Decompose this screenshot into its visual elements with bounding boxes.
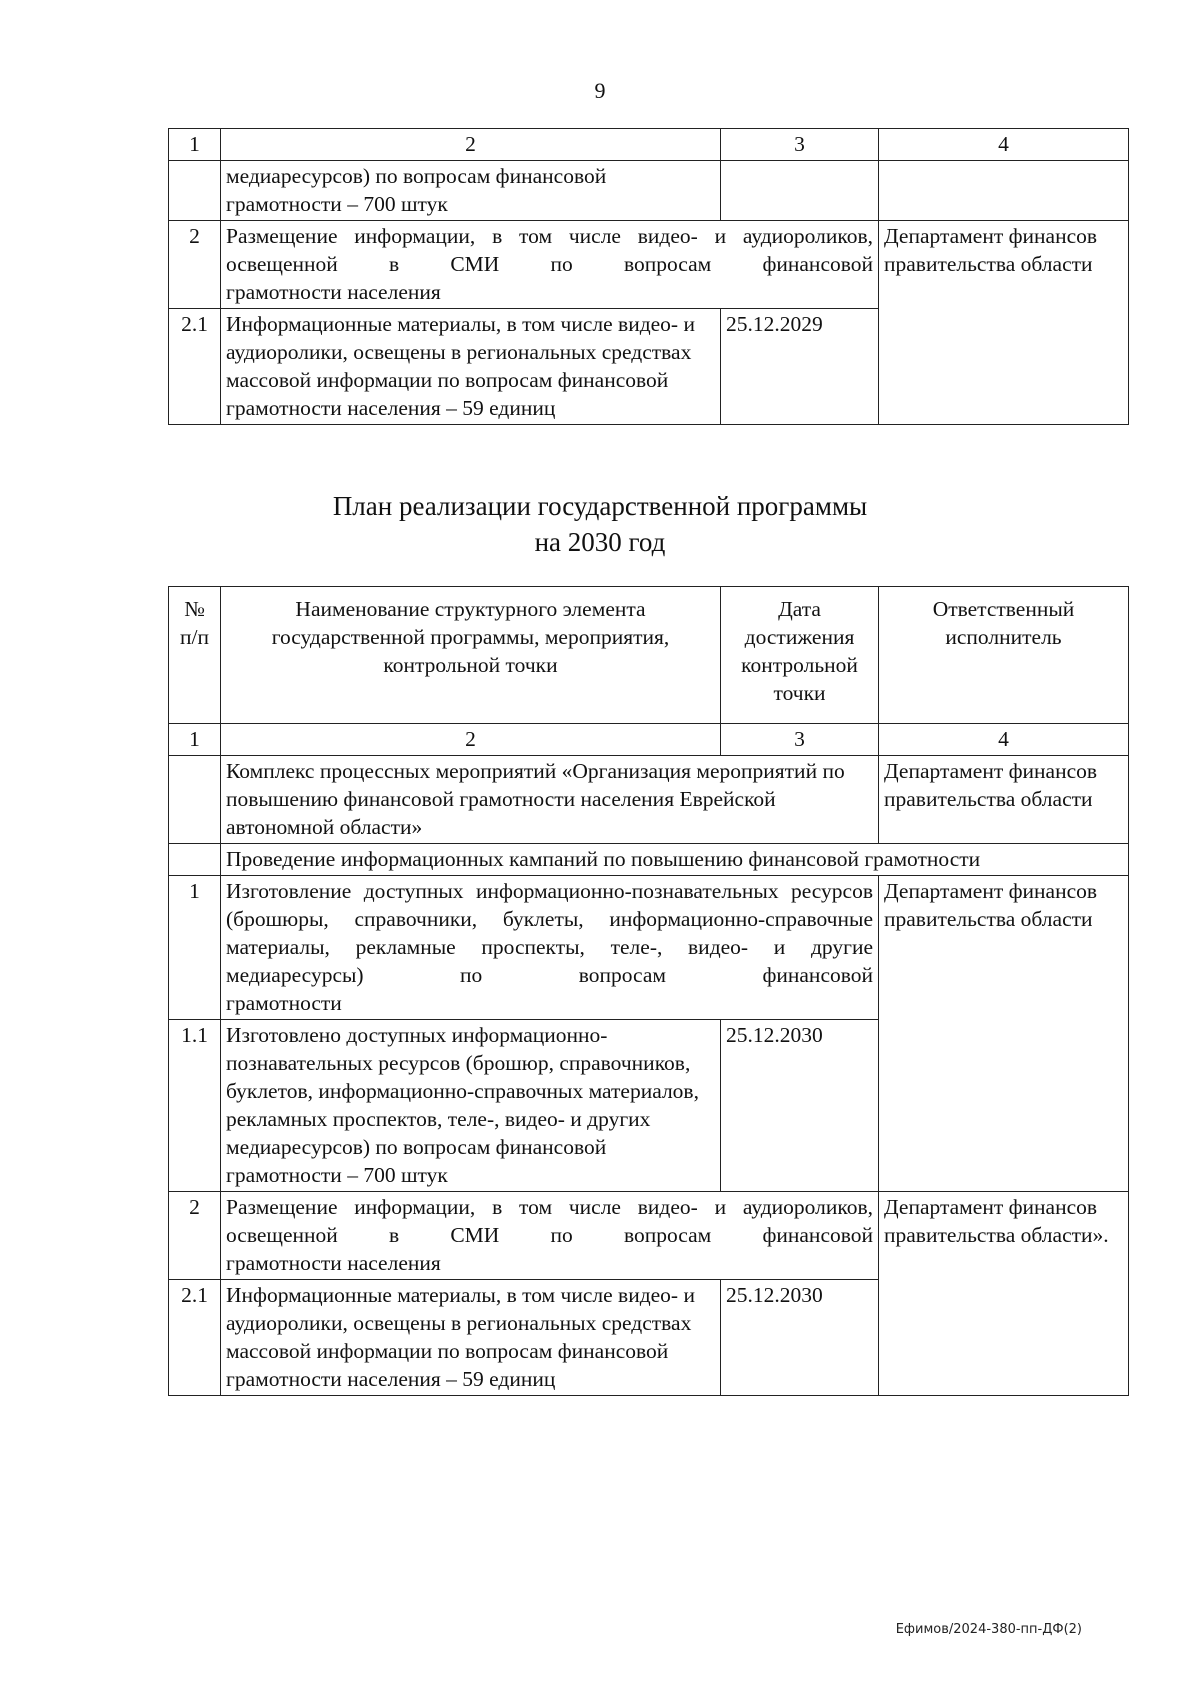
table-row [169, 876, 1129, 1020]
plan-table [168, 586, 1129, 1396]
row-name: Информационные материалы, в том числе видео- и аудиоролики, освещены в региональных средствах массовой информации по вопросам финансовой грамотности населения – 59 единиц [221, 309, 721, 425]
section-name: Проведение информационных кампаний по повышению финансовой грамотности [221, 844, 1129, 876]
title-line-2: на 2030 год [534, 527, 666, 557]
column-number: 2 [221, 129, 721, 161]
header-responsible: Ответственный исполнитель [879, 587, 1129, 724]
table-row [169, 221, 1129, 309]
page-number: 9 [594, 78, 606, 103]
row-number: 2 [169, 221, 221, 309]
document-footer: Ефимов/2024-380-пп-ДФ(2) [895, 1622, 1082, 1637]
row-date: 25.12.2030 [721, 1020, 879, 1192]
row-number: 2 [169, 1192, 221, 1280]
complex-row [169, 756, 1129, 844]
column-number-row [169, 129, 1129, 161]
title-line-1: План реализации государственной программы [332, 491, 868, 521]
row-responsible: Департамент финансов правительства области [879, 221, 1129, 425]
section-row [169, 844, 1129, 876]
row-number [169, 161, 221, 221]
row-number: 2.1 [169, 309, 221, 425]
row-responsible: Департамент финансов правительства области [879, 876, 1129, 1192]
header-name: Наименование структурного элемента государственной программы, мероприятия, контрольной точки [221, 587, 721, 724]
row-number: 1.1 [169, 1020, 221, 1192]
column-number: 4 [879, 129, 1129, 161]
row-name: медиаресурсов) по вопросам финансовой грамотности – 700 штук [221, 161, 721, 221]
header-row [169, 587, 1129, 724]
continuation-table [168, 128, 1129, 425]
column-number: 3 [721, 129, 879, 161]
column-number: 1 [169, 129, 221, 161]
complex-name: Комплекс процессных мероприятий «Организация мероприятий по повышению финансовой грамотности населения Еврейской автономной области» [221, 756, 879, 844]
row-number: 2.1 [169, 1280, 221, 1396]
column-number: 3 [721, 724, 879, 756]
row-name: Изготовление доступных информационно-познавательных ресурсов (брошюры, справочники, буклеты, информационно-справочные материалы, рекламные проспекты, теле-, видео- и другие медиаресурсы) по вопросам финансовой грамотности [221, 876, 879, 1020]
row-name: Размещение информации, в том числе видео- и аудиороликов, освещенной в СМИ по вопросам финансовой грамотности населения [221, 221, 879, 309]
header-date: Дата достижения контрольной точки [721, 587, 879, 724]
row-name: Размещение информации, в том числе видео- и аудиороликов, освещенной в СМИ по вопросам финансовой грамотности населения [221, 1192, 879, 1280]
row-date [721, 161, 879, 221]
row-date: 25.12.2029 [721, 309, 879, 425]
row-responsible: Департамент финансов правительства области». [879, 1192, 1129, 1396]
section-title [0, 488, 1200, 560]
column-number-row [169, 724, 1129, 756]
table-row [169, 161, 1129, 221]
column-number: 4 [879, 724, 1129, 756]
row-date: 25.12.2030 [721, 1280, 879, 1396]
row-number: 1 [169, 876, 221, 1020]
row-responsible [879, 161, 1129, 221]
complex-responsible: Департамент финансов правительства области [879, 756, 1129, 844]
column-number: 1 [169, 724, 221, 756]
column-number: 2 [221, 724, 721, 756]
table-row [169, 1192, 1129, 1280]
row-name: Изготовлено доступных информационно-познавательных ресурсов (брошюр, справочников, буклетов, информационно-справочных материалов, рекламных проспектов, теле-, видео- и других медиаресурсов) по вопросам финансовой грамотности – 700 штук [221, 1020, 721, 1192]
row-name: Информационные материалы, в том числе видео- и аудиоролики, освещены в региональных средствах массовой информации по вопросам финансовой грамотности населения – 59 единиц [221, 1280, 721, 1396]
header-num: № п/п [169, 587, 221, 724]
